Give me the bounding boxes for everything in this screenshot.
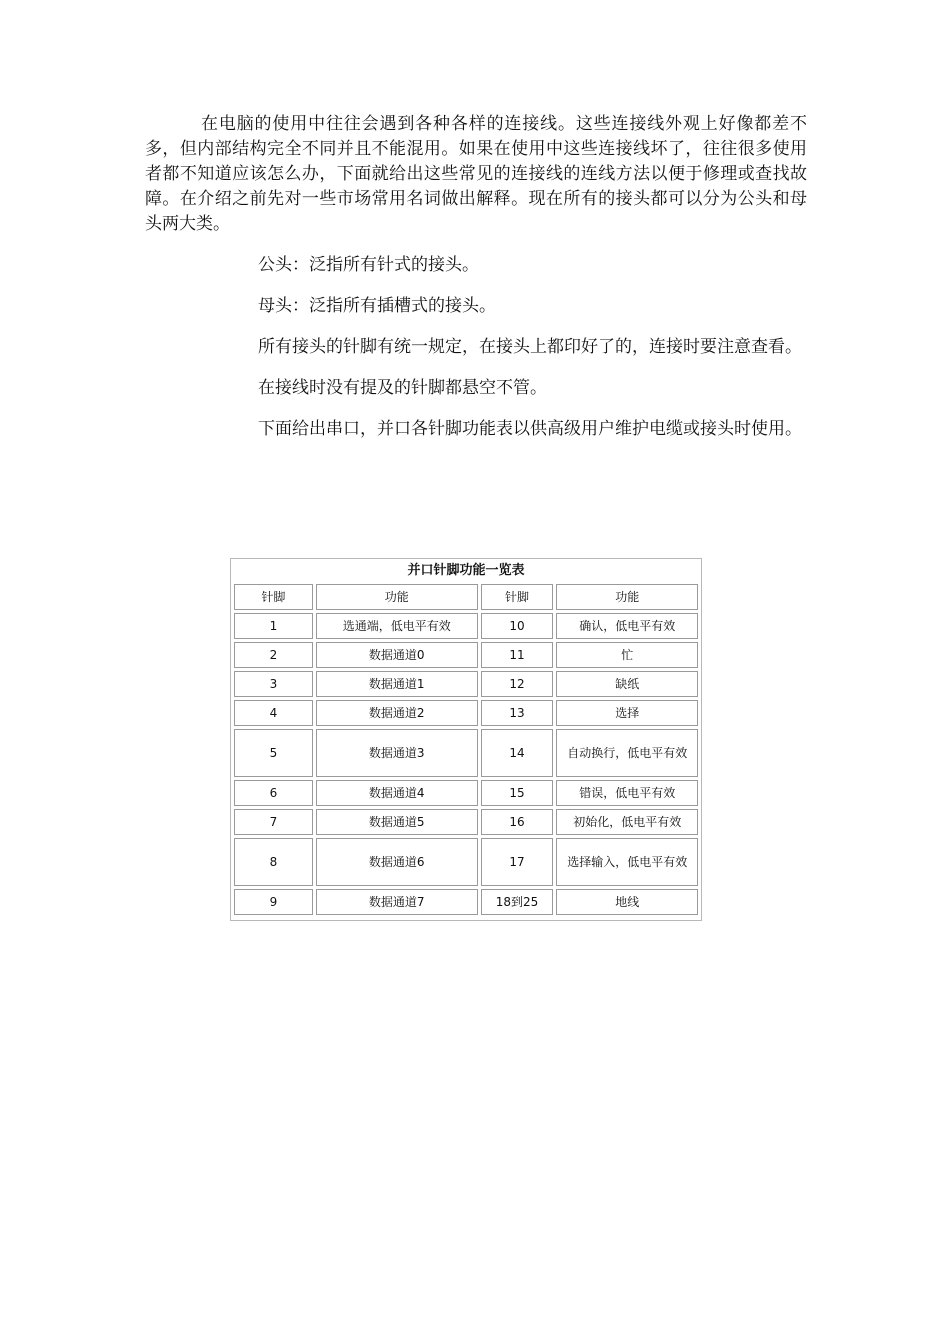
function-cell: 自动换行，低电平有效 — [556, 729, 698, 777]
pin-cell: 14 — [481, 729, 554, 777]
pin-cell: 11 — [481, 642, 554, 668]
header-pin: 针脚 — [481, 584, 554, 610]
pin-function-table — [231, 581, 701, 918]
function-cell: 地线 — [556, 889, 698, 915]
function-cell: 数据通道0 — [316, 642, 478, 668]
parallel-port-pin-table — [230, 558, 702, 921]
pin-cell: 10 — [481, 613, 554, 639]
pin-cell: 15 — [481, 780, 554, 806]
function-cell: 忙 — [556, 642, 698, 668]
pin-cell: 4 — [234, 700, 313, 726]
unused-pins-paragraph: 在接线时没有提及的针脚都悬空不管。 — [258, 378, 547, 398]
function-cell: 选择输入，低电平有效 — [556, 838, 698, 886]
function-cell: 数据通道4 — [316, 780, 478, 806]
pin-cell: 7 — [234, 809, 313, 835]
function-cell: 初始化，低电平有效 — [556, 809, 698, 835]
table-row — [234, 642, 698, 668]
function-cell: 缺纸 — [556, 671, 698, 697]
function-cell: 数据通道7 — [316, 889, 478, 915]
function-cell: 数据通道1 — [316, 671, 478, 697]
function-cell: 数据通道2 — [316, 700, 478, 726]
female-connector-definition: 母头：泛指所有插槽式的接头。 — [258, 296, 496, 316]
pin-cell: 18到25 — [481, 889, 554, 915]
table-row — [234, 671, 698, 697]
table-row — [234, 838, 698, 886]
table-row — [234, 729, 698, 777]
pin-cell: 3 — [234, 671, 313, 697]
intro-paragraph: 在电脑的使用中往往会遇到各种各样的连接线。这些连接线外观上好像都差不多，但内部结构完全不同并且不能混用。如果在使用中这些连接线坏了，往往很多使用者都不知道应该怎么办，下面就给出这些常见的连接线的连线方法以便于修理或查找故障。在介绍之前先对一些市场常用名词做出解释。现在所有的接头都可以分为公头和母头两大类。 — [145, 114, 807, 234]
function-cell: 选通端，低电平有效 — [316, 613, 478, 639]
function-cell: 确认，低电平有效 — [556, 613, 698, 639]
header-function: 功能 — [556, 584, 698, 610]
table-row — [234, 700, 698, 726]
pin-cell: 2 — [234, 642, 313, 668]
table-caption: 并口针脚功能一览表 — [407, 563, 525, 578]
table-row — [234, 889, 698, 915]
pin-cell: 5 — [234, 729, 313, 777]
pin-cell: 13 — [481, 700, 554, 726]
header-pin: 针脚 — [234, 584, 313, 610]
function-cell: 错误，低电平有效 — [556, 780, 698, 806]
table-row — [234, 613, 698, 639]
table-row — [234, 780, 698, 806]
table-row — [234, 809, 698, 835]
function-cell: 选择 — [556, 700, 698, 726]
pin-cell: 8 — [234, 838, 313, 886]
table-intro-paragraph: 下面给出串口，并口各针脚功能表以供高级用户维护电缆或接头时使用。 — [258, 419, 802, 439]
header-function: 功能 — [316, 584, 478, 610]
table-header-row — [234, 584, 698, 610]
function-cell: 数据通道5 — [316, 809, 478, 835]
male-connector-definition: 公头：泛指所有针式的接头。 — [258, 255, 479, 275]
document-body — [145, 112, 807, 442]
pin-cell: 9 — [234, 889, 313, 915]
pin-rule-paragraph: 所有接头的针脚有统一规定，在接头上都印好了的，连接时要注意查看。 — [258, 337, 802, 357]
function-cell: 数据通道3 — [316, 729, 478, 777]
pin-cell: 16 — [481, 809, 554, 835]
pin-cell: 1 — [234, 613, 313, 639]
pin-cell: 17 — [481, 838, 554, 886]
function-cell: 数据通道6 — [316, 838, 478, 886]
pin-cell: 6 — [234, 780, 313, 806]
pin-cell: 12 — [481, 671, 554, 697]
